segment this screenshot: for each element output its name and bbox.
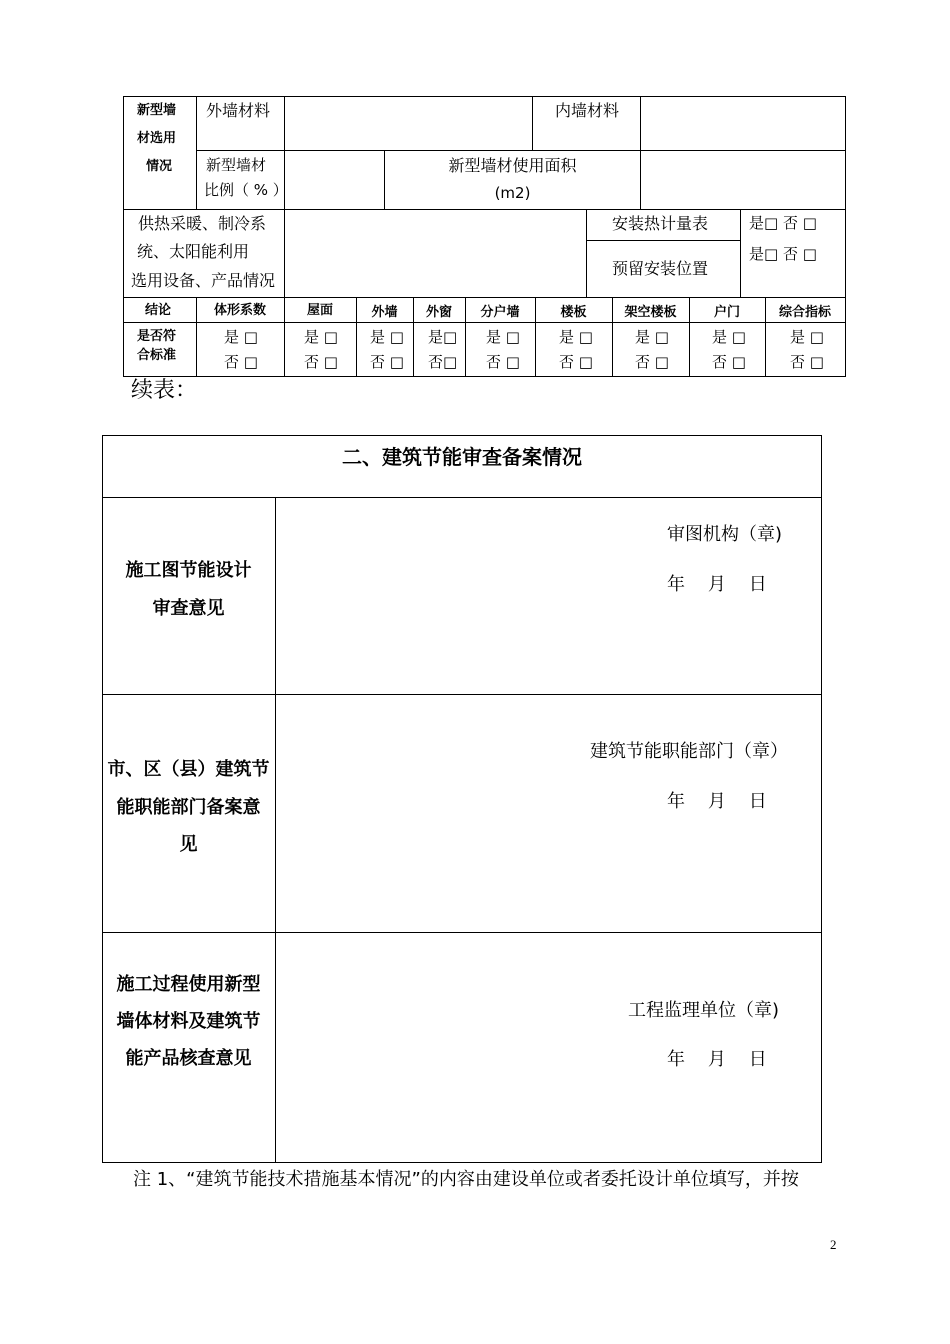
- column-header: 屋面: [306, 303, 333, 318]
- new-wall-area-label-line1: 新型墙材使用面积: [448, 156, 577, 175]
- yes-checkbox[interactable]: 是□: [428, 328, 458, 346]
- exterior-wall-label: 外墙材料: [206, 101, 271, 120]
- column-header: 架空楼板: [624, 305, 677, 320]
- filing-row-label-line2: 能职能部门备案意: [116, 797, 261, 818]
- yes-checkbox[interactable]: 是 □: [486, 328, 520, 346]
- interior-wall-label: 内墙材料: [555, 101, 620, 120]
- no-checkbox[interactable]: 否 □: [712, 353, 746, 371]
- column-header: 楼板: [560, 305, 587, 320]
- meter-choice: 是□ 否 □: [749, 214, 817, 232]
- yes-checkbox[interactable]: 是 □: [224, 328, 258, 346]
- no-checkbox[interactable]: 否 □: [370, 353, 404, 371]
- filing-date: 年 月 日: [667, 791, 767, 812]
- column-header: 外墙: [371, 305, 398, 320]
- review-org-stamp: 审图机构（章): [667, 524, 783, 545]
- filing-row-label-line1: 市、区（县）建筑节: [107, 759, 270, 780]
- reserve-label: 预留安装位置: [612, 259, 709, 278]
- equipment-label-line3: 选用设备、产品情况: [131, 271, 276, 290]
- no-checkbox[interactable]: 否□: [428, 353, 458, 371]
- inspection-org-stamp: 工程监理单位（章): [628, 1000, 780, 1021]
- no-checkbox[interactable]: 否 □: [486, 353, 520, 371]
- inspection-row-label-line3: 能产品核查意见: [125, 1048, 252, 1069]
- inspection-row-label-line2: 墙体材料及建筑节: [116, 1011, 261, 1032]
- column-header: 综合指标: [778, 305, 831, 320]
- yes-checkbox[interactable]: 是 □: [712, 328, 746, 346]
- section-title: 二、建筑节能审查备案情况: [342, 445, 582, 469]
- no-checkbox[interactable]: 否 □: [790, 353, 824, 371]
- new-wall-area-label-line2: (m2): [494, 184, 531, 202]
- review-date: 年 月 日: [667, 574, 767, 595]
- no-checkbox[interactable]: 否 □: [304, 353, 338, 371]
- no-checkbox[interactable]: 否 □: [635, 353, 669, 371]
- meter-label: 安装热计量表: [612, 214, 709, 233]
- new-wall-ratio-label-line2: 比例（ % ）: [204, 181, 288, 199]
- compliance-label-line2: 合标准: [137, 348, 177, 363]
- review-row-label-line1: 施工图节能设计: [125, 560, 252, 581]
- conclusion-label: 结论: [145, 303, 172, 318]
- filing-org-stamp: 建筑节能职能部门（章）: [590, 741, 788, 762]
- wall-section-label-line1: 新型墙: [137, 103, 177, 118]
- filing-row-label-line3: 见: [179, 834, 198, 855]
- wall-section-label-line3: 情况: [146, 159, 173, 174]
- new-wall-ratio-label-line1: 新型墙材: [206, 156, 267, 174]
- footnote: 注 1、“建筑节能技术措施基本情况”的内容由建设单位或者委托设计单位填写，并按: [133, 1169, 799, 1190]
- no-checkbox[interactable]: 否 □: [224, 353, 258, 371]
- wall-section-label-line2: 材选用: [137, 131, 177, 146]
- column-header: 户门: [713, 305, 740, 320]
- column-header: 体形系数: [213, 303, 266, 318]
- compliance-label-line1: 是否符: [137, 329, 177, 344]
- no-checkbox[interactable]: 否 □: [559, 353, 593, 371]
- equipment-label-line2: 统、太阳能利用: [137, 242, 250, 261]
- reserve-choice: 是□ 否 □: [749, 245, 817, 263]
- yes-checkbox[interactable]: 是 □: [635, 328, 669, 346]
- yes-checkbox[interactable]: 是 □: [559, 328, 593, 346]
- review-row-label-line2: 审查意见: [152, 598, 225, 619]
- inspection-date: 年 月 日: [667, 1049, 767, 1070]
- column-header: 外窗: [425, 305, 452, 320]
- yes-checkbox[interactable]: 是 □: [370, 328, 404, 346]
- inspection-row-label-line1: 施工过程使用新型: [116, 974, 261, 995]
- equipment-label-line1: 供热采暖、制冷系: [138, 214, 267, 233]
- column-header: 分户墙: [480, 305, 520, 320]
- continued-label: 续表：: [131, 378, 198, 403]
- yes-checkbox[interactable]: 是 □: [304, 328, 338, 346]
- yes-checkbox[interactable]: 是 □: [790, 328, 824, 346]
- page-number: 2: [830, 1237, 837, 1252]
